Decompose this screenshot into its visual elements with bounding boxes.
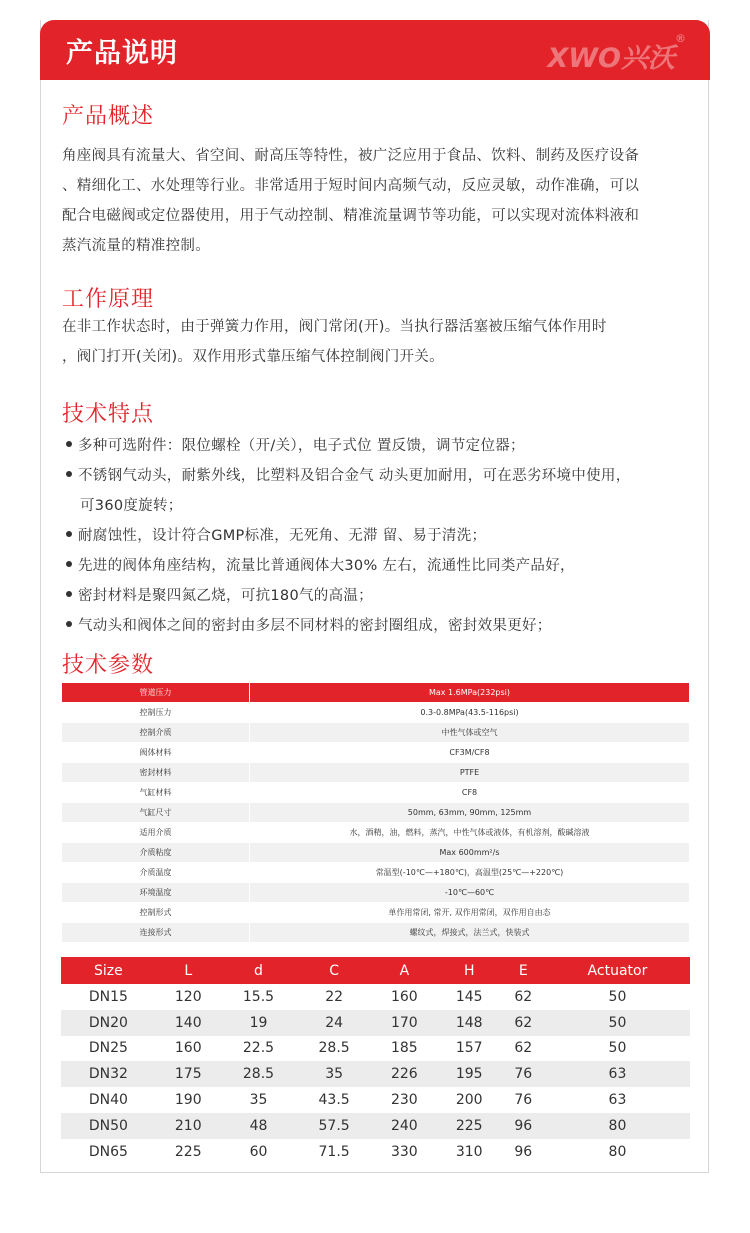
table-row — [62, 803, 690, 823]
table-cell: 310 — [437, 1139, 502, 1165]
bullet-icon — [66, 621, 72, 627]
bullet-icon — [66, 561, 72, 567]
table-cell: 50 — [545, 1010, 690, 1036]
table-row — [61, 1061, 690, 1087]
overview-line: 、精细化工、水处理等行业。非常适用于短时间内高频气动，反应灵敏，动作准确，可以 — [62, 178, 640, 194]
param-key: 控制介质 — [62, 723, 250, 743]
table-cell: 145 — [437, 984, 502, 1010]
table-cell: 50 — [545, 1036, 690, 1062]
bullet-icon — [66, 531, 72, 537]
size-table — [61, 957, 690, 1165]
table-cell: DN65 — [61, 1139, 156, 1165]
table-cell: 230 — [372, 1087, 437, 1113]
param-key: 连接形式 — [62, 923, 250, 943]
table-row — [62, 763, 690, 783]
feature-item — [66, 554, 575, 575]
table-cell: 195 — [437, 1061, 502, 1087]
table-cell: 225 — [437, 1113, 502, 1139]
table-row — [62, 883, 690, 903]
feature-item — [66, 464, 631, 485]
param-key: 控制压力 — [62, 703, 250, 723]
feature-item — [66, 614, 552, 635]
table-row — [61, 1113, 690, 1139]
table-row — [61, 984, 690, 1010]
table-cell: 57.5 — [296, 1113, 372, 1139]
table-cell: 160 — [372, 984, 437, 1010]
principle-line: 在非工作状态时，由于弹簧力作用，阀门常闭(开)。当执行器活塞被压缩气体作用时 — [62, 319, 607, 335]
table-cell: 80 — [545, 1113, 690, 1139]
table-row — [62, 923, 690, 943]
table-cell: 140 — [156, 1010, 221, 1036]
header-banner — [40, 20, 710, 80]
table-cell: 76 — [502, 1087, 545, 1113]
bullet-icon — [66, 441, 72, 447]
table-row — [62, 723, 690, 743]
table-row — [61, 1036, 690, 1062]
table-cell: 240 — [372, 1113, 437, 1139]
overview-heading: 产品概述 — [62, 104, 155, 129]
param-key: 管道压力 — [62, 683, 250, 703]
column-header: A — [372, 957, 437, 984]
param-key: 气缸尺寸 — [62, 803, 250, 823]
table-row — [62, 843, 690, 863]
table-row — [62, 823, 690, 843]
table-cell: 148 — [437, 1010, 502, 1036]
table-cell: 157 — [437, 1036, 502, 1062]
overview-line: 蒸汽流量的精准控制。 — [62, 238, 210, 254]
feature-text: 气动头和阀体之间的密封由多层不同材料的密封圈组成，密封效果更好； — [78, 618, 552, 634]
table-cell: 63 — [545, 1087, 690, 1113]
page-title: 产品说明 — [66, 38, 178, 69]
param-key: 气缸材料 — [62, 783, 250, 803]
table-cell: 60 — [221, 1139, 297, 1165]
table-cell: 50 — [545, 984, 690, 1010]
table-cell: 35 — [221, 1087, 297, 1113]
principle-line: ，阀门打开(关闭)。双作用形式靠压缩气体控制阀门开关。 — [62, 349, 444, 365]
principle-text — [62, 312, 702, 372]
feature-text: 不锈钢气动头，耐紫外线，比塑料及铝合金气 动头更加耐用，可在恶劣环境中使用， — [78, 468, 631, 484]
bullet-icon — [66, 591, 72, 597]
param-value: 50mm, 63mm, 90mm, 125mm — [250, 803, 690, 823]
param-value: 0.3-0.8MPa(43.5-116psi) — [250, 703, 690, 723]
table-cell: DN32 — [61, 1061, 156, 1087]
table-cell: 24 — [296, 1010, 372, 1036]
table-cell: 22 — [296, 984, 372, 1010]
table-row — [62, 863, 690, 883]
table-cell: 28.5 — [296, 1036, 372, 1062]
feature-continuation: 可360度旋转； — [80, 498, 183, 514]
param-key: 控制形式 — [62, 903, 250, 923]
table-cell: 22.5 — [221, 1036, 297, 1062]
overview-line: 配合电磁阀或定位器使用，用于气动控制、精准流量调节等功能，可以实现对流体料液和 — [62, 208, 640, 224]
table-cell: DN25 — [61, 1036, 156, 1062]
param-value: PTFE — [250, 763, 690, 783]
table-cell: 120 — [156, 984, 221, 1010]
bullet-icon — [66, 471, 72, 477]
param-key: 介质温度 — [62, 863, 250, 883]
table-cell: 62 — [502, 1010, 545, 1036]
feature-text: 多种可选附件：限位螺栓（开/关），电子式位 置反馈，调节定位器； — [78, 438, 525, 454]
overview-text — [62, 141, 702, 261]
table-cell: 200 — [437, 1087, 502, 1113]
table-cell: 185 — [372, 1036, 437, 1062]
table-cell: 160 — [156, 1036, 221, 1062]
param-value: CF3M/CF8 — [250, 743, 690, 763]
table-cell: 48 — [221, 1113, 297, 1139]
table-cell: 43.5 — [296, 1087, 372, 1113]
table-cell: 76 — [502, 1061, 545, 1087]
table-row — [61, 1139, 690, 1165]
param-value: 单作用常闭, 常开, 双作用常闭，双作用自由态 — [250, 903, 690, 923]
table-cell: 226 — [372, 1061, 437, 1087]
features-heading: 技术特点 — [62, 402, 155, 427]
brand-text: XWO兴沃 — [547, 43, 675, 74]
column-header: d — [221, 957, 297, 984]
feature-text: 密封材料是聚四氮乙烧，可抗180气的高温； — [78, 588, 373, 604]
column-header: H — [437, 957, 502, 984]
table-row — [62, 683, 690, 703]
table-cell: 175 — [156, 1061, 221, 1087]
column-header: L — [156, 957, 221, 984]
principle-heading: 工作原理 — [62, 287, 155, 312]
param-value: Max 1.6MPa(232psi) — [250, 683, 690, 703]
table-row — [62, 783, 690, 803]
table-cell: 15.5 — [221, 984, 297, 1010]
table-cell: DN20 — [61, 1010, 156, 1036]
column-header: C — [296, 957, 372, 984]
feature-text: 耐腐蚀性，设计符合GMP标准，无死角、无滞 留、易于清洗； — [78, 528, 487, 544]
param-key: 适用介质 — [62, 823, 250, 843]
table-cell: DN50 — [61, 1113, 156, 1139]
param-value: CF8 — [250, 783, 690, 803]
param-value: 中性气体或空气 — [250, 723, 690, 743]
param-value: -10℃—60℃ — [250, 883, 690, 903]
table-cell: DN40 — [61, 1087, 156, 1113]
feature-item — [66, 434, 525, 455]
table-cell: 96 — [502, 1113, 545, 1139]
table-row — [61, 1087, 690, 1113]
registered-mark: ® — [675, 32, 686, 45]
table-cell: 190 — [156, 1087, 221, 1113]
table-cell: 19 — [221, 1010, 297, 1036]
param-value: Max 600mm²/s — [250, 843, 690, 863]
table-cell: 96 — [502, 1139, 545, 1165]
table-cell: DN15 — [61, 984, 156, 1010]
param-key: 密封材料 — [62, 763, 250, 783]
table-cell: 35 — [296, 1061, 372, 1087]
column-header: Size — [61, 957, 156, 984]
table-cell: 63 — [545, 1061, 690, 1087]
feature-text: 先进的阀体角座结构，流量比普通阀体大30% 左右，流通性比同类产品好， — [78, 558, 575, 574]
table-cell: 80 — [545, 1139, 690, 1165]
table-row — [61, 1010, 690, 1036]
table-cell: 225 — [156, 1139, 221, 1165]
table-cell: 62 — [502, 984, 545, 1010]
params-table — [61, 682, 690, 943]
feature-item — [66, 524, 486, 545]
brand-logo — [547, 32, 686, 75]
table-cell: 28.5 — [221, 1061, 297, 1087]
feature-item — [66, 584, 373, 605]
table-cell: 62 — [502, 1036, 545, 1062]
table-cell: 330 — [372, 1139, 437, 1165]
column-header: E — [502, 957, 545, 984]
param-key: 阀体材料 — [62, 743, 250, 763]
overview-line: 角座阀具有流量大、省空间、耐高压等特性，被广泛应用于食品、饮料、制药及医疗设备 — [62, 148, 640, 164]
column-header: Actuator — [545, 957, 690, 984]
param-key: 介质粘度 — [62, 843, 250, 863]
table-header-row — [61, 957, 690, 984]
table-row — [62, 903, 690, 923]
table-cell: 170 — [372, 1010, 437, 1036]
table-cell: 210 — [156, 1113, 221, 1139]
table-row — [62, 703, 690, 723]
param-value: 水，酒精，油，燃料，蒸汽，中性气体或液体，有机溶剂，酸碱溶液 — [250, 823, 690, 843]
params-heading: 技术参数 — [62, 653, 155, 678]
param-key: 环境温度 — [62, 883, 250, 903]
param-value: 螺纹式，焊接式，法兰式，快装式 — [250, 923, 690, 943]
table-row — [62, 743, 690, 763]
param-value: 常温型(-10℃—+180℃)，高温型(25℃—+220℃) — [250, 863, 690, 883]
table-cell: 71.5 — [296, 1139, 372, 1165]
